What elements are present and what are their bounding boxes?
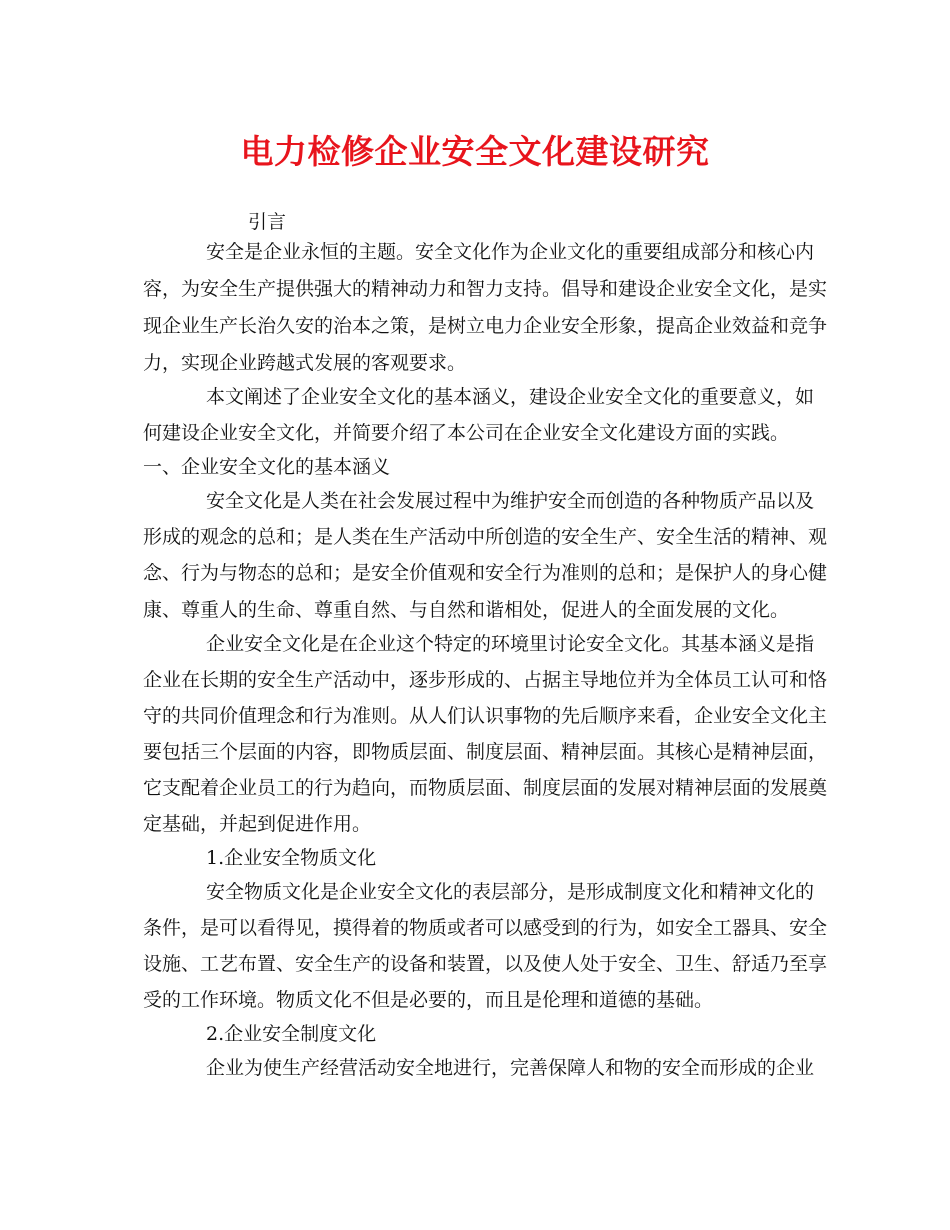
paragraph-line: 现企业生产长治久安的治本之策，是树立电力企业安全形象，提高企业效益和竞争 <box>143 315 828 337</box>
paragraph-line: 念、行为与物态的总和；是安全价值观和安全行为准则的总和；是保护人的身心健 <box>143 562 828 584</box>
paragraph-line: 力，实现企业跨越式发展的客观要求。 <box>143 352 467 374</box>
paragraph-line: 本文阐述了企业安全文化的基本涵义，建设企业安全文化的重要意义，如 <box>206 386 815 408</box>
paragraph-line: 形成的观念的总和；是人类在生产活动中所创造的安全生产、安全生活的精神、观 <box>143 526 828 548</box>
paragraph-line: 安全物质文化是企业安全文化的表层部分，是形成制度文化和精神文化的 <box>206 881 815 903</box>
paragraph-line: 设施、工艺布置、安全生产的设备和装置，以及使人处于安全、卫生、舒适乃至享 <box>143 953 828 975</box>
paragraph-line: 受的工作环境。物质文化不但是必要的，而且是伦理和道德的基础。 <box>143 989 714 1011</box>
paragraph-line: 容，为安全生产提供强大的精神动力和智力支持。倡导和建设企业安全文化，是实 <box>143 278 828 300</box>
subsection-heading: 1.企业安全物质文化 <box>206 847 377 869</box>
section-heading: 一、企业安全文化的基本涵义 <box>143 456 391 478</box>
paragraph-line: 安全文化是人类在社会发展过程中为维护安全而创造的各种物质产品以及 <box>206 490 815 512</box>
paragraph-line: 企业安全文化是在企业这个特定的环境里讨论安全文化。其基本涵义是指 <box>206 633 815 655</box>
document-title: 电力检修企业安全文化建设研究 <box>240 132 710 171</box>
heading-intro: 引言 <box>248 211 287 233</box>
subsection-heading: 2.企业安全制度文化 <box>206 1023 377 1045</box>
paragraph-line: 条件，是可以看得见，摸得着的物质或者可以感受到的行为，如安全工器具、安全 <box>143 917 828 939</box>
paragraph-line: 康、尊重人的生命、尊重自然、与自然和谐相处，促进人的全面发展的文化。 <box>143 599 790 621</box>
paragraph-line: 企业在长期的安全生产活动中，逐步形成的、占据主导地位并为全体员工认可和恪 <box>143 669 828 691</box>
paragraph-line: 定基础，并起到促进作用。 <box>143 813 372 835</box>
paragraph-line: 安全是企业永恒的主题。安全文化作为企业文化的重要组成部分和核心内 <box>206 241 815 263</box>
paragraph-line: 要包括三个层面的内容，即物质层面、制度层面、精神层面。其核心是精神层面， <box>143 741 828 763</box>
paragraph-line: 守的共同价值理念和行为准则。从人们认识事物的先后顺序来看，企业安全文化主 <box>143 705 828 727</box>
paragraph-line: 企业为使生产经营活动安全地进行，完善保障人和物的安全而形成的企业 <box>206 1057 815 1079</box>
paragraph-line: 何建设企业安全文化，并简要介绍了本公司在企业安全文化建设方面的实践。 <box>143 422 790 444</box>
paragraph-line: 它支配着企业员工的行为趋向，而物质层面、制度层面的发展对精神层面的发展奠 <box>143 777 828 799</box>
